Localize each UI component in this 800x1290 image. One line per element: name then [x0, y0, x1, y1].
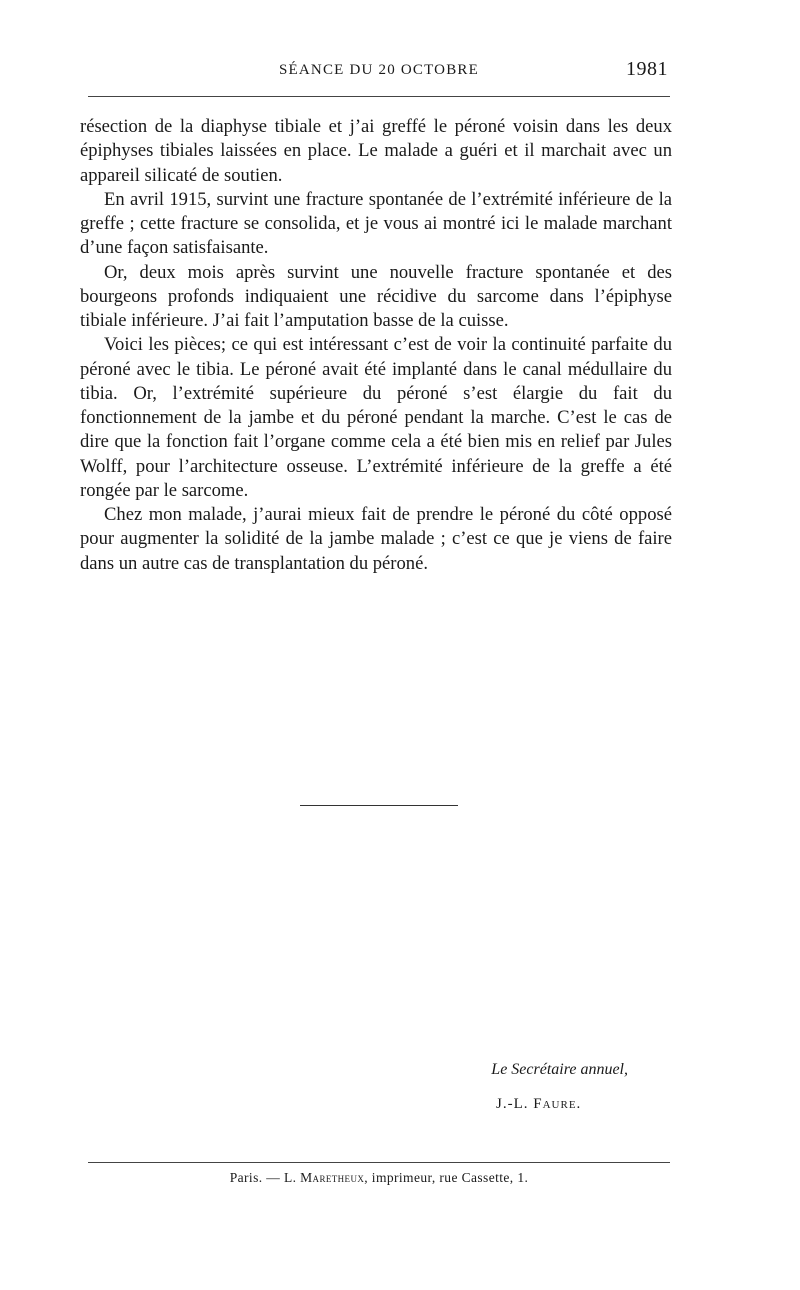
imprint-prefix: Paris. — L. — [229, 1170, 301, 1185]
signature-initials: J.-L. — [496, 1096, 534, 1112]
paragraph: Chez mon malade, j’aurai mieux fait de prendre le péroné du côté opposé pour augmenter la solidité de la jambe malade ; c’est ce que je viens de faire dans un autre cas de transplantation du péroné. — [80, 504, 672, 574]
signature-name — [496, 1096, 581, 1113]
paragraph: Or, deux mois après survint une nouvelle fracture spontanée et des bourgeons profonds indiquaient une récidive du sarcome dans l’épiphyse tibiale inférieure. J’ai fait l’amputation basse de la cuisse. — [80, 261, 672, 331]
paragraph: résection de la diaphyse tibiale et j’ai greffé le péroné voisin dans les deux épiphyses tibiales laissées en place. Le malade a guéri et il marchait avec un appareil silicaté de soutien. — [80, 116, 672, 186]
paragraph: Voici les pièces; ce qui est intéressant c’est de voir la continuité parfaite du péroné avec le tibia. Le péroné avait été implanté dans le canal médullaire du tibia. Or, l’extrémité supérieure du péroné s’est élargie du fait du fonctionnement de la jambe et du péroné pendant la marche. C’est le cas de dire que la fonction fait l’organe comme cela a été bien mis en relief par Jules Wolff, pour l’architecture osseuse. L’extrémité inférieure de la greffe a été rongée par le sarcome. — [80, 334, 672, 501]
page-number: 1981 — [626, 58, 668, 80]
signature-title: Le Secrétaire annuel, — [491, 1061, 628, 1078]
paragraph: En avril 1915, survint une fracture spontanée de l’extrémité inférieure de la greffe ; cette fracture se consolida, et je vous ai montré ici le malade marchant d’une façon satisfaisante. — [80, 188, 672, 259]
printer-name: Maretheux — [300, 1170, 365, 1185]
signature-surname: Faure. — [533, 1096, 582, 1112]
imprint-suffix: , imprimeur, rue Cassette, 1. — [364, 1170, 529, 1185]
header-rule — [88, 96, 670, 97]
footer-rule — [88, 1162, 670, 1163]
section-divider — [300, 805, 458, 806]
signature-block — [400, 1060, 628, 1112]
running-header — [88, 58, 670, 84]
printer-imprint — [88, 1170, 670, 1186]
header-title: SÉANCE DU 20 OCTOBRE — [279, 62, 479, 78]
body-text — [80, 115, 672, 576]
